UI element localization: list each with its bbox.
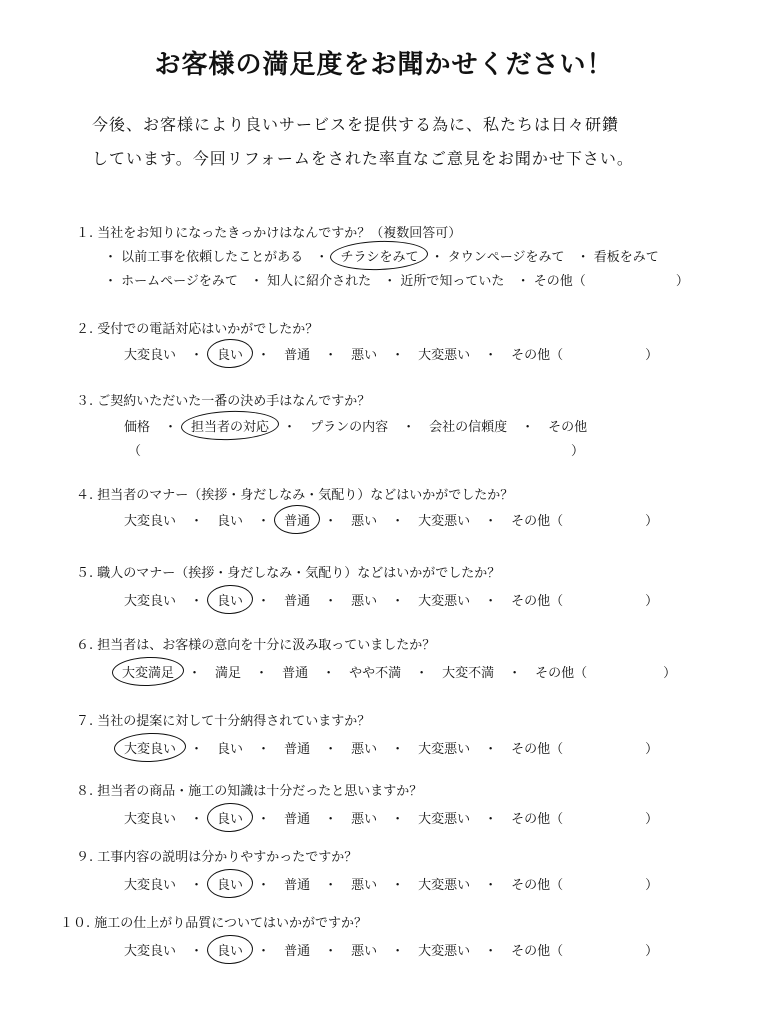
- option-signboard[interactable]: ・ 看板をみて: [576, 250, 659, 265]
- question-3-options: 価格 ・ 担当者の対応 ・ プランの内容 ・ 会社の信頼度 ・ その他: [120, 416, 591, 435]
- question-10-text: １０. 施工の仕上がり品質についてはいかがですか？: [60, 916, 368, 931]
- question-4-text: ４. 担当者のマナー（挨拶・身だしなみ・気配り）などはいかがでしたか？: [76, 488, 514, 503]
- option-other[interactable]: その他（: [511, 944, 564, 959]
- option-normal[interactable]: 普通: [284, 812, 311, 827]
- question-7-options: 大変良い ・ 良い ・ 普通 ・ 悪い ・ 大変悪い ・ その他（ ）: [120, 738, 658, 757]
- option-normal[interactable]: 普通: [284, 944, 311, 959]
- question-2-text: ２. 受付での電話対応はいかがでしたか？: [76, 322, 319, 337]
- option-satisfied[interactable]: 満足: [215, 666, 242, 681]
- option-flyer[interactable]: チラシをみて: [336, 246, 422, 265]
- option-very-good[interactable]: 大変良い: [124, 348, 177, 363]
- option-somewhat-dissatisfied[interactable]: やや不満: [349, 666, 402, 681]
- option-very-good[interactable]: 大変良い: [124, 878, 177, 893]
- option-very-bad[interactable]: 大変悪い: [418, 742, 471, 757]
- option-price[interactable]: 価格: [124, 420, 151, 435]
- option-bad[interactable]: 悪い: [351, 878, 378, 893]
- question-3-text: ３. ご契約いただいた一番の決め手はなんですか？: [76, 394, 371, 409]
- option-normal[interactable]: 普通: [284, 878, 311, 893]
- option-very-bad[interactable]: 大変悪い: [418, 944, 471, 959]
- option-very-bad[interactable]: 大変悪い: [418, 878, 471, 893]
- question-1-options-line-2: [100, 270, 689, 289]
- option-very-bad[interactable]: 大変悪い: [418, 348, 471, 363]
- option-bad[interactable]: 悪い: [351, 594, 378, 609]
- option-other[interactable]: その他（: [511, 348, 564, 363]
- question-9-text: ９. 工事内容の説明は分かりやすかったですか？: [76, 850, 358, 865]
- paren-open: （: [128, 444, 142, 459]
- question-3-other-line: [128, 440, 584, 459]
- question-9-options: 大変良い ・ 良い ・ 普通 ・ 悪い ・ 大変悪い ・ その他（ ）: [120, 874, 658, 893]
- question-8-options: 大変良い ・ 良い ・ 普通 ・ 悪い ・ 大変悪い ・ その他（ ）: [120, 808, 658, 827]
- option-neighborhood[interactable]: ・ 近所で知っていた: [383, 274, 505, 289]
- option-bad[interactable]: 悪い: [351, 348, 378, 363]
- question-5-options: 大変良い ・ 良い ・ 普通 ・ 悪い ・ 大変悪い ・ その他（ ）: [120, 590, 658, 609]
- paren-close: ）: [645, 348, 659, 363]
- option-very-bad[interactable]: 大変悪い: [418, 594, 471, 609]
- option-other[interactable]: その他（: [511, 514, 564, 529]
- option-other[interactable]: その他: [548, 420, 588, 435]
- option-very-satisfied[interactable]: 大変満足: [118, 662, 178, 681]
- option-acquaintance[interactable]: ・ 知人に紹介された: [250, 274, 372, 289]
- question-6-options: 大変満足 ・ 満足 ・ 普通 ・ やや不満 ・ 大変不満 ・ その他（ ）: [118, 662, 676, 681]
- paren-close: ）: [645, 594, 659, 609]
- option-good[interactable]: 良い: [217, 742, 244, 757]
- question-6-text: ６. 担当者は、お客様の意向を十分に汲み取っていましたか？: [76, 638, 436, 653]
- option-good[interactable]: 良い: [213, 590, 247, 609]
- page-title: お客様の満足度をお聞かせください！: [154, 50, 614, 80]
- option-normal[interactable]: 普通: [284, 742, 311, 757]
- paren-close: ）: [663, 666, 677, 681]
- question-4-options: 大変良い ・ 良い ・ 普通 ・ 悪い ・ 大変悪い ・ その他（ ）: [120, 510, 658, 529]
- paren-close: ）: [645, 944, 659, 959]
- question-7-text: ７. 当社の提案に対して十分納得されていますか？: [76, 714, 371, 729]
- intro-line-1: 今後、お客様により良いサービスを提供する為に、私たちは日々研鑽: [92, 115, 620, 134]
- question-1-text: １. 当社をお知りになったきっかけはなんですか？（複数回答可）: [76, 226, 462, 241]
- option-very-good[interactable]: 大変良い: [124, 812, 177, 827]
- option-very-good[interactable]: 大変良い: [124, 944, 177, 959]
- option-other[interactable]: その他（: [511, 812, 564, 827]
- option-other[interactable]: ・ その他（: [516, 274, 586, 289]
- option-very-good[interactable]: 大変良い: [124, 514, 177, 529]
- question-2-options: 大変良い ・ 良い ・ 普通 ・ 悪い ・ 大変悪い ・ その他（ ）: [120, 344, 658, 363]
- option-normal[interactable]: 普通: [280, 510, 314, 529]
- option-very-good[interactable]: 大変良い: [124, 594, 177, 609]
- option-homepage[interactable]: ・ ホームページをみて: [104, 274, 238, 289]
- option-plan-content[interactable]: プランの内容: [310, 420, 389, 435]
- option-bad[interactable]: 悪い: [351, 944, 378, 959]
- option-separator: ・: [315, 250, 329, 265]
- intro-line-2: しています。今回リフォームをされた率直なご意見をお聞かせ下さい。: [92, 149, 634, 168]
- option-staff-response[interactable]: 担当者の対応: [187, 416, 273, 435]
- paren-close: ）: [675, 274, 689, 289]
- option-good[interactable]: 良い: [213, 940, 247, 959]
- option-other[interactable]: その他（: [511, 594, 564, 609]
- option-other[interactable]: その他（: [535, 666, 588, 681]
- option-townpage[interactable]: ・ タウンページをみて: [430, 250, 565, 265]
- option-good[interactable]: 良い: [217, 514, 244, 529]
- paren-close: ）: [645, 878, 659, 893]
- paren-close: ）: [571, 444, 585, 459]
- option-very-good[interactable]: 大変良い: [120, 738, 180, 757]
- paren-close: ）: [645, 742, 659, 757]
- option-previous-work[interactable]: ・ 以前工事を依頼したことがある: [104, 250, 304, 265]
- option-company-trust[interactable]: 会社の信頼度: [429, 420, 508, 435]
- paren-close: ）: [645, 812, 659, 827]
- question-8-text: ８. 担当者の商品・施工の知識は十分だったと思いますか？: [76, 784, 423, 799]
- option-very-bad[interactable]: 大変悪い: [418, 812, 471, 827]
- option-good[interactable]: 良い: [213, 874, 247, 893]
- option-very-bad[interactable]: 大変悪い: [418, 514, 471, 529]
- option-normal[interactable]: 普通: [282, 666, 309, 681]
- option-bad[interactable]: 悪い: [351, 742, 378, 757]
- option-bad[interactable]: 悪い: [351, 514, 378, 529]
- paren-close: ）: [645, 514, 659, 529]
- question-5-text: ５. 職人のマナー（挨拶・身だしなみ・気配り）などはいかがでしたか？: [76, 566, 501, 581]
- option-other[interactable]: その他（: [511, 742, 564, 757]
- option-very-dissatisfied[interactable]: 大変不満: [442, 666, 495, 681]
- option-other[interactable]: その他（: [511, 878, 564, 893]
- option-normal[interactable]: 普通: [284, 348, 311, 363]
- option-normal[interactable]: 普通: [284, 594, 311, 609]
- question-10-options: 大変良い ・ 良い ・ 普通 ・ 悪い ・ 大変悪い ・ その他（ ）: [120, 940, 658, 959]
- question-1-options-line-1: [100, 246, 663, 265]
- option-good[interactable]: 良い: [213, 808, 247, 827]
- option-bad[interactable]: 悪い: [351, 812, 378, 827]
- option-good[interactable]: 良い: [213, 344, 247, 363]
